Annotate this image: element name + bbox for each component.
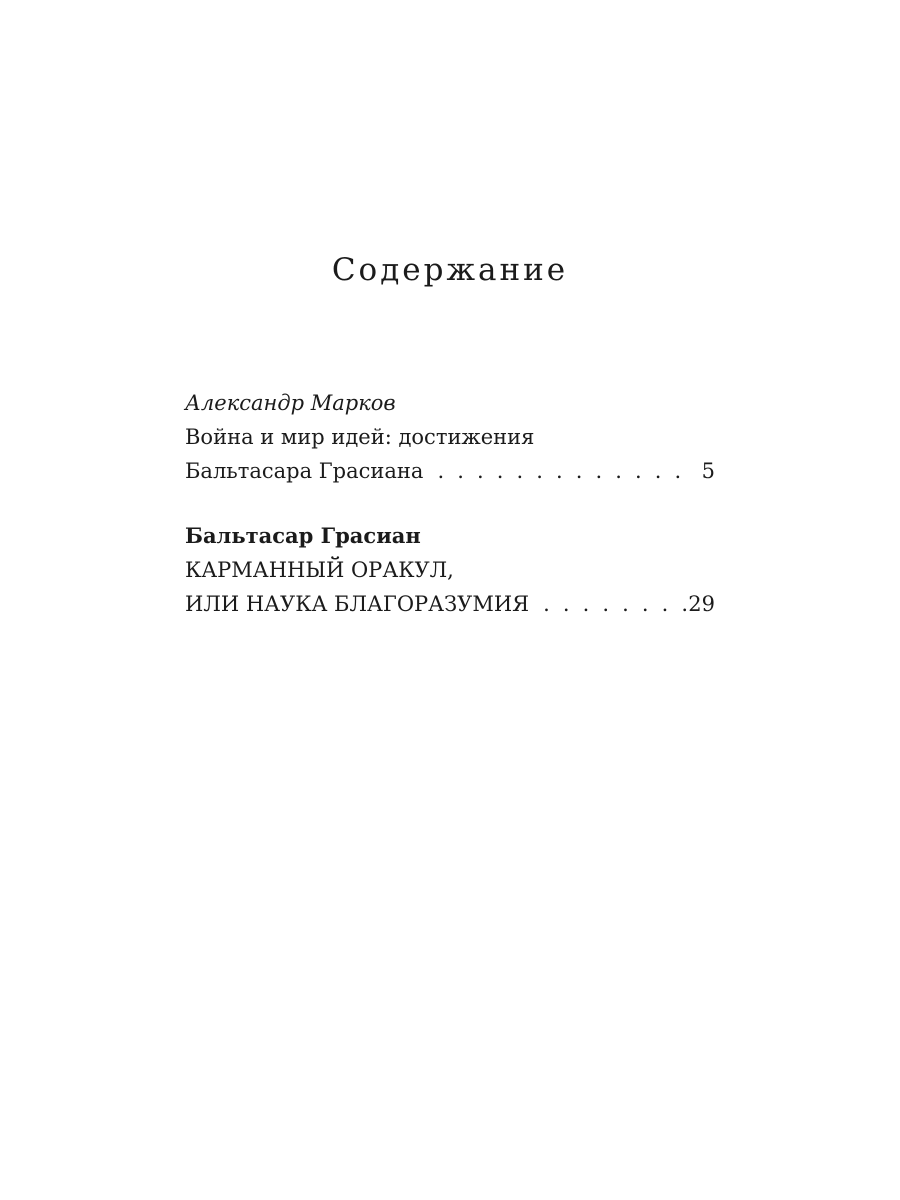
toc-entry-author: Александр Марков <box>185 391 396 415</box>
dot-leader <box>529 587 688 621</box>
toc-entry-title-line: ИЛИ НАУКА БЛАГОРАЗУМИЯ <box>185 592 530 616</box>
toc-entry-title-line: КАРМАННЫЙ ОРАКУЛ, <box>185 558 454 582</box>
toc-entry-title-row <box>185 587 715 621</box>
page-title: Содержание <box>331 252 569 288</box>
table-of-contents <box>185 386 715 621</box>
toc-page-number: 29 <box>688 592 715 616</box>
toc-entry-title-line: Война и мир идей: достижения <box>185 425 535 449</box>
dot-leader <box>423 454 693 488</box>
toc-entry-gracian <box>185 519 715 621</box>
toc-entry-title-line: Бальтасара Грасиана <box>185 459 424 483</box>
toc-entry-markov <box>185 386 715 488</box>
toc-entry-title-row <box>185 454 715 488</box>
toc-page-number: 5 <box>701 459 715 483</box>
toc-entry-author: Бальтасар Грасиан <box>185 523 421 548</box>
